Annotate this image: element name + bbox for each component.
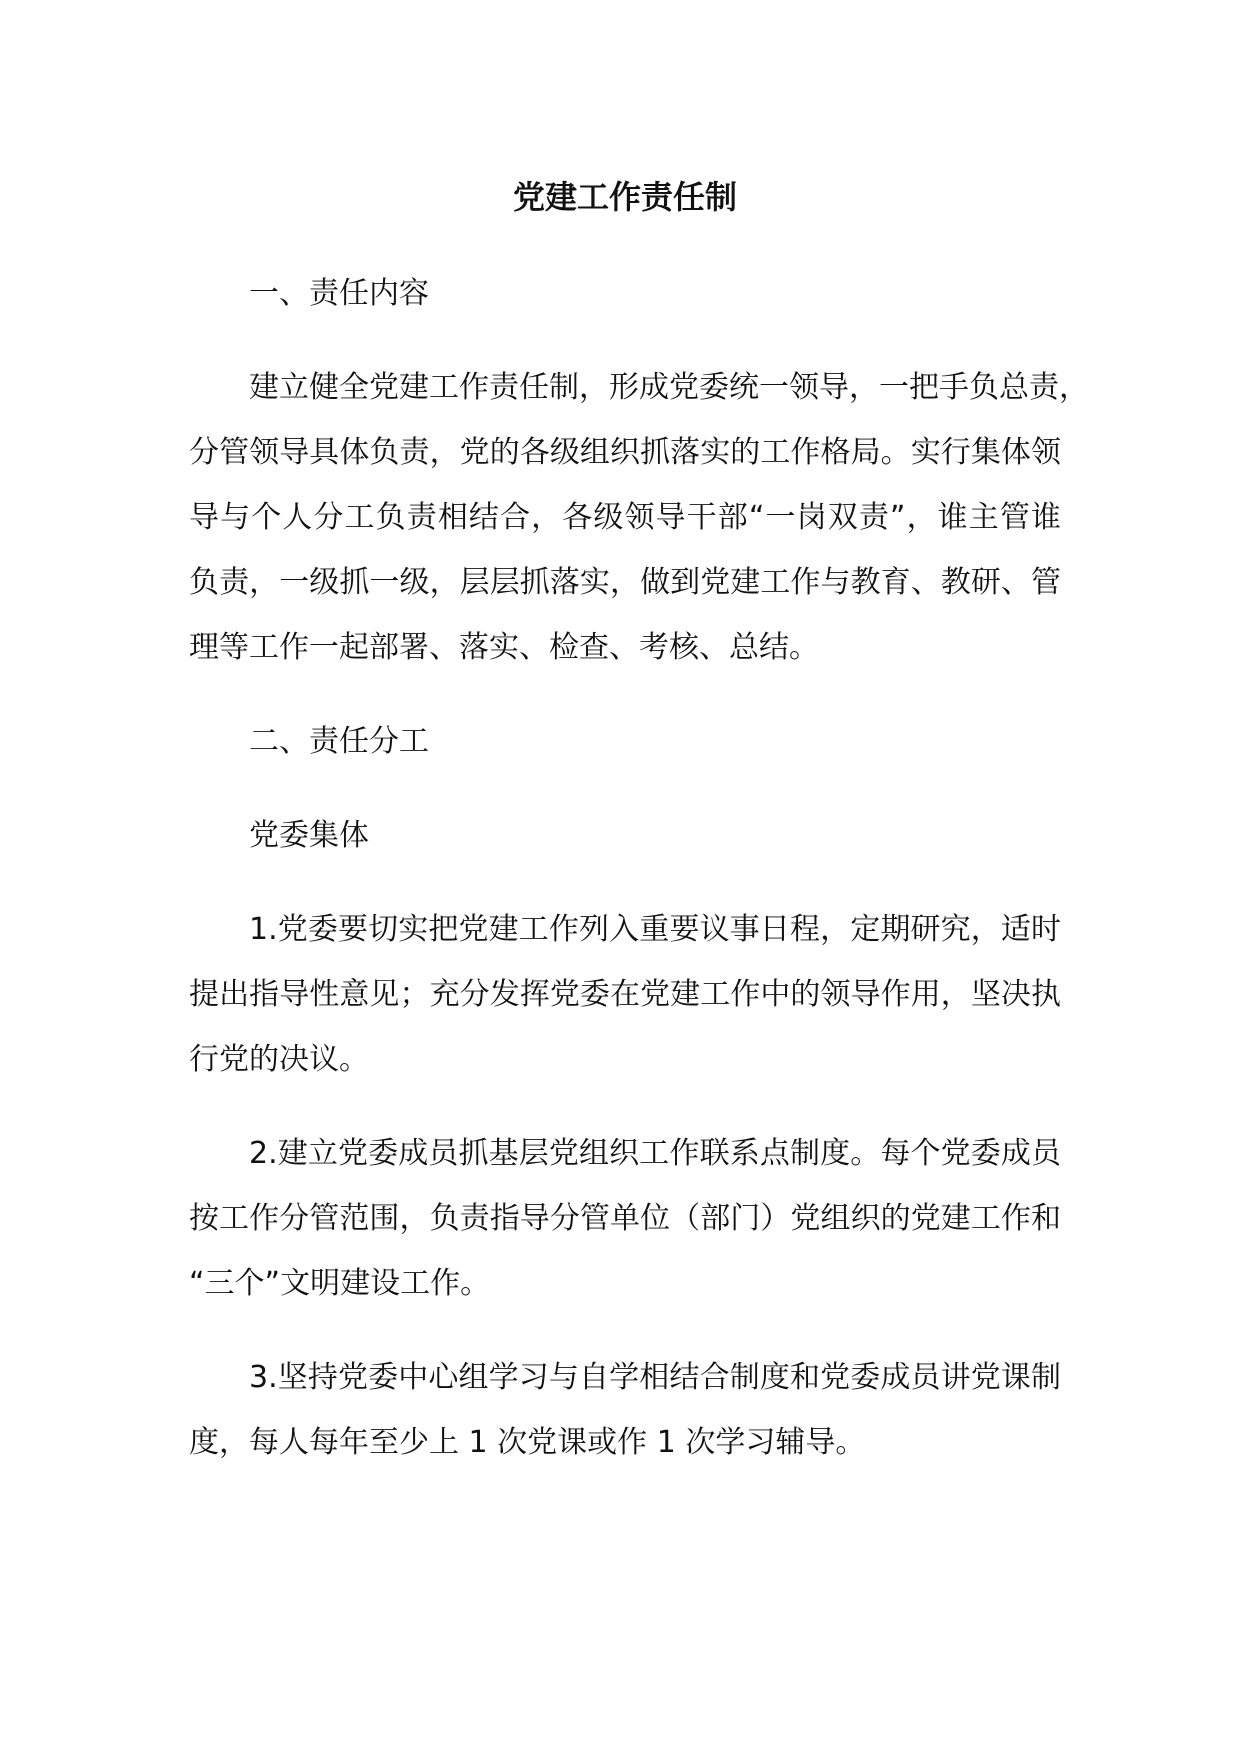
paragraph-line: 按工作分管范围，负责指导分管单位（部门）党组织的党建工作和: [189, 1201, 1061, 1236]
paragraph-line: 理等工作一起部署、落实、检查、考核、总结。: [189, 630, 819, 665]
paragraph-line: 分管领导具体负责，党的各级组织抓落实的工作格局。实行集体领: [189, 435, 1061, 470]
document-page: [189, 165, 1089, 1504]
paragraph-line: 二、责任分工: [249, 724, 429, 759]
paragraph-line: 1.党委要切实把党建工作列入重要议事日程，定期研究，适时: [249, 912, 1061, 947]
document-title: 党建工作责任制: [512, 178, 737, 216]
paragraph-line: 提出指导性意见；充分发挥党委在党建工作中的领导作用，坚决执: [189, 977, 1061, 1012]
paragraph-line: 度，每人每年至少上 1 次党课或作 1 次学习辅导。: [189, 1425, 866, 1460]
paragraph-line: “三个”文明建设工作。: [189, 1266, 491, 1301]
paragraph-line: 2.建立党委成员抓基层党组织工作联系点制度。每个党委成员: [249, 1136, 1061, 1171]
paragraph: [189, 1345, 1061, 1475]
paragraph: [189, 261, 1061, 326]
document-body: [189, 261, 1089, 1475]
paragraph-line: 3.坚持党委中心组学习与自学相结合制度和党委成员讲党课制: [249, 1360, 1061, 1395]
paragraph: [189, 803, 1061, 868]
paragraph-line: 建立健全党建工作责任制，形成党委统一领导，一把手负总责，: [249, 370, 1089, 405]
paragraph-line: 导与个人分工负责相结合，各级领导干部“一岗双责”，谁主管谁: [189, 500, 1061, 535]
paragraph-line: 负责，一级抓一级，层层抓落实，做到党建工作与教育、教研、管: [189, 565, 1061, 600]
paragraph-line: 行党的决议。: [189, 1042, 369, 1077]
paragraph: [189, 355, 1089, 680]
paragraph-line: 一、责任内容: [249, 276, 429, 311]
paragraph-line: 党委集体: [249, 818, 369, 853]
paragraph: [189, 897, 1061, 1092]
paragraph: [189, 709, 1061, 774]
paragraph: [189, 1121, 1061, 1316]
